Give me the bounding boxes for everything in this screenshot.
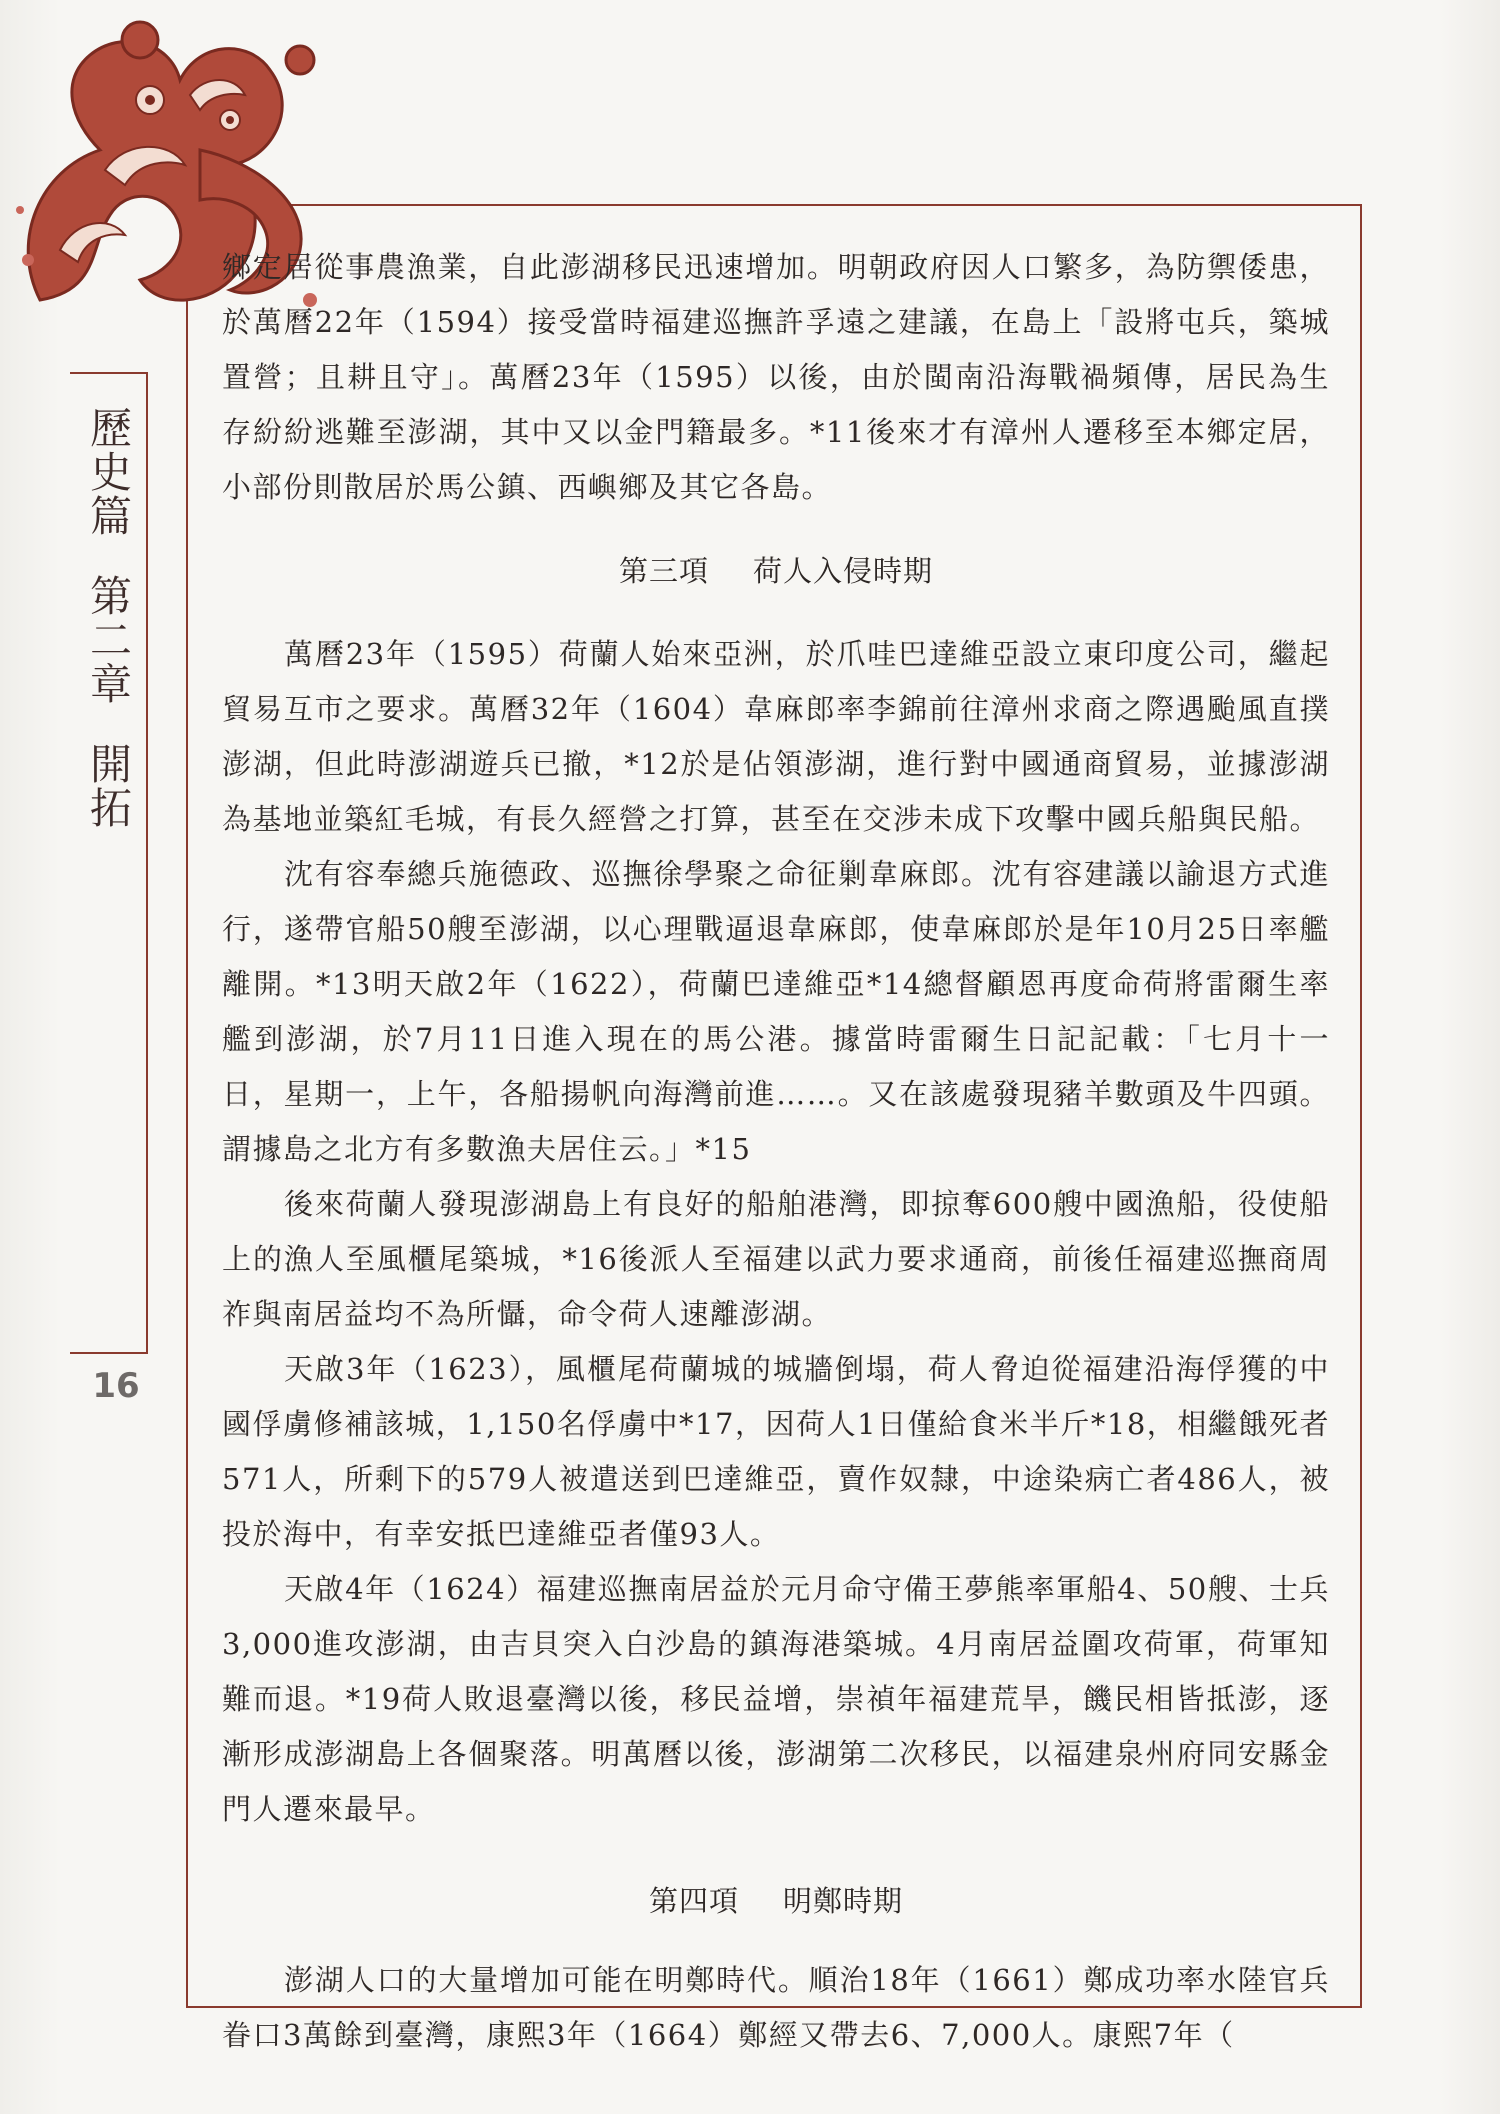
body-paragraph: 鄉定居從事農漁業，自此澎湖移民迅速增加。明朝政府因人口繁多，為防禦倭患，於萬曆22年（1594）接受當時福建巡撫許孚遠之建議，在島上「設將屯兵，築城置營；且耕且守」。萬曆23年（1595）以後，由於閩南沿海戰禍頻傳，居民為生存紛紛逃難至澎湖，其中又以金門籍最多。*11後來才有漳州人遷移至本鄉定居，小部份則散居於馬公鎮、西嶼鄉及其它各島。 (222, 250, 1330, 504)
section-label: 第三項 (618, 554, 709, 588)
section-label: 第四項 (648, 1884, 739, 1918)
body-paragraph: 沈有容奉總兵施德政、巡撫徐學聚之命征剿韋麻郎。沈有容建議以諭退方式進行，遂帶官船50艘至澎湖，以心理戰逼退韋麻郎，使韋麻郎於是年10月25日率艦離開。*13明天啟2年（1622），荷蘭巴達維亞*14總督顧恩再度命荷將雷爾生率艦到澎湖，於7月11日進入現在的馬公港。據當時雷爾生日記記載：「七月十一日，星期一，上午，各船揚帆向海灣前進……。又在該處發現豬羊數頭及牛四頭。謂據島之北方有多數漁夫居住云。」*15 (222, 857, 1330, 1166)
body-paragraph: 天啟3年（1623），風櫃尾荷蘭城的城牆倒塌，荷人脅迫從福建沿海俘獲的中國俘虜修補該城，1,150名俘虜中*17，因荷人1日僅給食米半斤*18，相繼餓死者571人，所剩下的579人被遣送到巴達維亞，賣作奴隸，中途染病亡者486人，被投於海中，有幸安抵巴達維亞者僅93人。 (222, 1352, 1330, 1551)
body-paragraph: 萬曆23年（1595）荷蘭人始來亞洲，於爪哇巴達維亞設立東印度公司，繼起貿易互市之要求。萬曆32年（1604）韋麻郎率李錦前往漳州求商之際遇颱風直撲澎湖，但此時澎湖遊兵已撤，*12於是佔領澎湖，進行對中國通商貿易，並據澎湖為基地並築紅毛城，有長久經營之打算，甚至在交涉未成下攻擊中國兵船與民船。 (222, 637, 1330, 836)
chapter-side-label (78, 406, 138, 1352)
body-paragraph: 澎湖人口的大量增加可能在明鄭時代。順治18年（1661）鄭成功率水陸官兵眷口3萬餘到臺灣，康熙3年（1664）鄭經又帶去6、7,000人。康熙7年（ (222, 1963, 1330, 2052)
section-title: 明鄭時期 (783, 1884, 904, 1918)
body-paragraph: 後來荷蘭人發現澎湖島上有良好的船舶港灣，即掠奪600艘中國漁船，役使船上的漁人至風櫃尾築城，*16後派人至福建以武力要求通商，前後任福建巡撫商周祚與南居益均不為所懾，命令荷人速離澎湖。 (222, 1187, 1330, 1331)
chapter-number: 第二章 (84, 574, 133, 706)
page-number: 16 (92, 1366, 140, 1406)
chapter-side-tab (70, 372, 148, 1354)
part-name: 歷史篇 (84, 406, 133, 538)
body-paragraph: 天啟4年（1624）福建巡撫南居益於元月命守備王夢熊率軍船4、50艘、士兵3,000進攻澎湖，由吉貝突入白沙島的鎮海港築城。4月南居益圍攻荷軍，荷軍知難而退。*19荷人敗退臺灣以後，移民益增，崇禎年福建荒旱，饑民相皆抵澎，逐漸形成澎湖島上各個聚落。明萬曆以後，澎湖第二次移民，以福建泉州府同安縣金門人遷來最早。 (222, 1572, 1330, 1826)
section-heading (222, 1837, 1330, 1953)
main-text (222, 240, 1330, 2063)
section-heading (222, 515, 1330, 627)
chapter-title: 開拓 (84, 742, 133, 830)
section-title: 荷人入侵時期 (753, 554, 934, 588)
